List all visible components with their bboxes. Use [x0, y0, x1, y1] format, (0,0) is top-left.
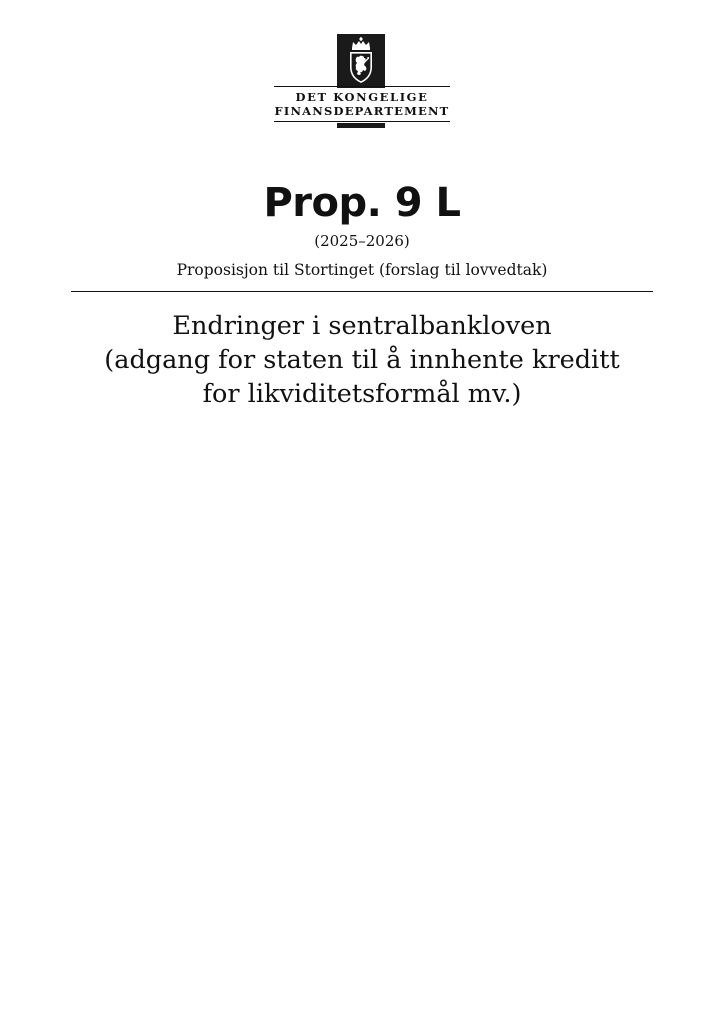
document-title [40, 309, 684, 411]
department-rule-top [274, 86, 450, 87]
proposition-number: Prop. 9 L [263, 180, 461, 226]
title-divider [71, 291, 653, 292]
department-name-line1: DET KONGELIGE [295, 90, 429, 104]
document-title-line: (adgang for staten til å innhente kreditt [104, 345, 620, 375]
document-title-line: Endringer i sentralbankloven [172, 311, 552, 341]
logo-base-bar [337, 123, 385, 128]
coat-of-arms-icon [337, 34, 385, 88]
session-years: (2025–2026) [314, 232, 410, 250]
proposition-type: Proposisjon til Stortinget (forslag til lovvedtak) [176, 261, 548, 279]
document-title-line: for likviditetsformål mv.) [202, 379, 522, 409]
department-name-line2: FINANSDEPARTEMENT [274, 104, 450, 118]
department-rule-bottom [274, 121, 450, 122]
